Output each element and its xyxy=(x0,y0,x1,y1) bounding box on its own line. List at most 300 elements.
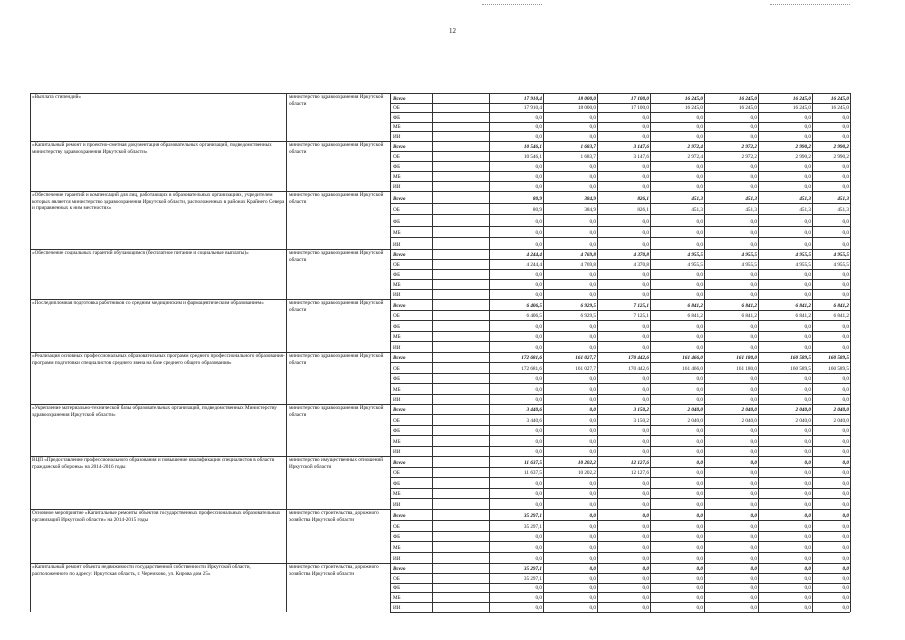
table-cell: 0,0 xyxy=(842,585,849,592)
table-cell: 0,0 xyxy=(750,272,757,278)
row-rule xyxy=(390,583,850,584)
table-cell: 0,0 xyxy=(589,417,596,424)
table-cell: 0,0 xyxy=(804,556,811,562)
table-cell: 0,0 xyxy=(696,124,703,131)
table-cell: 0,0 xyxy=(842,502,849,508)
table-cell: 2 990,2 xyxy=(833,154,849,160)
table-cell: 0,0 xyxy=(589,164,596,170)
table-cell: 0,0 xyxy=(696,114,703,121)
table-cell: 0,0 xyxy=(696,218,703,225)
table-cell: 0,0 xyxy=(535,230,542,237)
table-cell: 0,0 xyxy=(535,397,542,403)
row-label: ФБ xyxy=(393,585,401,592)
table-cell: 16 245,0 xyxy=(684,95,703,102)
row-label: Всего xyxy=(393,565,406,572)
table-cell: 161 180,0 xyxy=(736,355,757,362)
table-cell: 0,0 xyxy=(642,545,649,552)
row-label: ИИ xyxy=(393,605,401,611)
block-org: министерство имущественных отношений Иркутской области xyxy=(289,457,384,470)
block-name: «Последипломная подготовка работников со средним медицинским и фармацевтическим образованием» xyxy=(32,300,264,306)
column-rule xyxy=(704,93,705,612)
row-rule xyxy=(390,541,850,542)
table-cell: 0,0 xyxy=(589,386,596,393)
table-cell: 7 125,1 xyxy=(633,313,649,320)
row-label: ОБ xyxy=(393,417,400,424)
table-cell: 0,0 xyxy=(535,449,542,455)
block-top-rule xyxy=(30,93,850,94)
block-top-rule xyxy=(30,404,850,405)
table-cell: 4 769,8 xyxy=(580,252,596,258)
row-label: ОБ xyxy=(393,470,400,477)
table-cell: 0,0 xyxy=(696,323,703,330)
table-cell: 0,0 xyxy=(589,480,596,487)
row-rule xyxy=(390,520,850,521)
row-rule xyxy=(390,425,850,426)
row-label: МБ xyxy=(393,545,401,552)
table-cell: 0,0 xyxy=(842,512,849,519)
table-cell: 6 841,2 xyxy=(741,302,757,309)
row-label: ИИ xyxy=(393,134,401,140)
block-org: министерство здравоохранения Иркутской области xyxy=(289,250,384,263)
table-cell: 0,0 xyxy=(804,459,811,466)
table-cell: 1 683,7 xyxy=(580,144,596,150)
table-cell: 172 681,6 xyxy=(521,365,542,372)
table-cell: 0,0 xyxy=(804,242,811,248)
table-cell: 0,0 xyxy=(804,134,811,140)
table-cell: 16 245,0 xyxy=(792,95,811,102)
table-cell: 0,0 xyxy=(750,242,757,248)
row-label: ИИ xyxy=(393,345,401,351)
table-cell: 0,0 xyxy=(696,605,703,611)
table-cell: 16 245,0 xyxy=(738,105,757,112)
column-rule xyxy=(850,93,851,612)
row-rule xyxy=(390,269,850,270)
block-top-rule xyxy=(30,456,850,457)
table-cell: 0,0 xyxy=(804,470,811,477)
block-name: «Капитальный ремонт и проектно-сметная документация образовательных организаций, подведомственных министерству здравоохранения Иркутской области» xyxy=(32,142,272,155)
row-rule xyxy=(390,573,850,574)
table-cell: 161 180,0 xyxy=(736,365,757,372)
table-cell: 0,0 xyxy=(642,164,649,170)
row-label: ФБ xyxy=(393,272,401,278)
table-cell: 0,0 xyxy=(535,556,542,562)
row-label: ФБ xyxy=(393,480,401,487)
table-cell: 0,0 xyxy=(842,218,849,225)
row-label: ОБ xyxy=(393,154,400,160)
table-cell: 0,0 xyxy=(696,184,703,190)
table-cell: 4 244,4 xyxy=(526,262,542,268)
table-cell: 17 910,4 xyxy=(523,95,542,102)
table-cell: 6 929,5 xyxy=(580,313,596,320)
table-cell: 0,0 xyxy=(804,534,811,541)
column-rule xyxy=(432,93,433,612)
table-cell: 0,0 xyxy=(696,386,703,393)
table-cell: 16 245,0 xyxy=(792,105,811,112)
table-cell: 0,0 xyxy=(696,242,703,248)
table-cell: 0,0 xyxy=(804,605,811,611)
block-org: министерство здравоохранения Иркутской области xyxy=(289,353,384,366)
table-cell: 0,0 xyxy=(696,174,703,180)
table-cell: 0,0 xyxy=(750,585,757,592)
table-cell: 0,0 xyxy=(535,124,542,131)
table-cell: 0,0 xyxy=(589,605,596,611)
table-cell: 0,0 xyxy=(589,491,596,498)
table-cell: 3 147,6 xyxy=(633,144,649,150)
table-cell: 0,0 xyxy=(842,545,849,552)
table-cell: 16 245,0 xyxy=(830,95,849,102)
table-cell: 0,0 xyxy=(804,184,811,190)
table-cell: 0,0 xyxy=(589,575,596,582)
row-rule xyxy=(390,331,850,332)
table-cell: 0,0 xyxy=(642,397,649,403)
table-cell: 0,0 xyxy=(696,534,703,541)
table-cell: 2 040,0 xyxy=(741,417,757,424)
table-cell: 4 955,5 xyxy=(741,262,757,268)
row-rule xyxy=(390,122,850,123)
table-cell: 0,0 xyxy=(804,376,811,383)
table-cell: 0,0 xyxy=(589,502,596,508)
table-cell: 6 841,2 xyxy=(833,302,849,309)
table-cell: 0,0 xyxy=(642,230,649,237)
column-rule xyxy=(286,93,287,612)
row-label: ОБ xyxy=(393,105,400,112)
table-cell: 0,0 xyxy=(642,438,649,445)
table-cell: 16 245,0 xyxy=(738,95,757,102)
table-cell: 0,0 xyxy=(642,534,649,541)
column-rule xyxy=(390,93,391,612)
table-cell: 0,0 xyxy=(750,480,757,487)
row-label: ФБ xyxy=(393,164,401,170)
table-cell: 826,1 xyxy=(637,195,649,202)
table-cell: 0,0 xyxy=(642,595,649,602)
table-cell: 0,0 xyxy=(696,491,703,498)
row-rule xyxy=(390,467,850,468)
table-cell: 4 769,8 xyxy=(580,262,596,268)
table-cell: 35 297,1 xyxy=(523,512,542,519)
table-cell: 6 841,2 xyxy=(687,313,703,320)
table-cell: 0,0 xyxy=(696,345,703,351)
table-cell: 0,0 xyxy=(750,345,757,351)
table-cell: 0,0 xyxy=(696,397,703,403)
table-cell: 0,0 xyxy=(535,174,542,180)
row-label: ОБ xyxy=(393,207,400,214)
table-cell: 0,0 xyxy=(842,282,849,288)
table-cell: 0,0 xyxy=(535,438,542,445)
table-cell: 0,0 xyxy=(642,556,649,562)
table-cell: 170 442,6 xyxy=(628,355,649,362)
table-cell: 0,0 xyxy=(642,334,649,341)
block-name: «Укрепление материально-технической базы образовательных организаций, подведомственных Министерству здравоохранения Иркутской области» xyxy=(32,405,277,418)
column-rule xyxy=(758,93,759,612)
table-cell: 0,0 xyxy=(642,184,649,190)
table-cell: 0,0 xyxy=(696,134,703,140)
table-cell: 0,0 xyxy=(642,282,649,288)
table-cell: 0,0 xyxy=(750,164,757,170)
block-org: министерство здравоохранения Иркутской области xyxy=(289,94,384,107)
row-label: ФБ xyxy=(393,534,401,541)
row-rule xyxy=(390,237,850,238)
table-bottom-rule xyxy=(390,612,850,613)
table-cell: 2 040,0 xyxy=(833,407,849,414)
row-label: ОБ xyxy=(393,523,400,530)
table-cell: 451,3 xyxy=(837,195,849,202)
table-cell: 0,0 xyxy=(589,334,596,341)
block-name: «Реализация основных профессиональных образовательных программ среднего профессионального образования- программ подготовки специалистов среднего звена на базе среднего общего образования» xyxy=(32,353,285,366)
block-top-rule xyxy=(30,249,850,250)
table-cell: 160 589,5 xyxy=(790,365,811,372)
table-cell: 0,0 xyxy=(842,470,849,477)
row-rule xyxy=(390,214,850,215)
table-cell: 0,0 xyxy=(589,595,596,602)
table-cell: 0,0 xyxy=(696,512,703,519)
table-cell: 0,0 xyxy=(535,605,542,611)
table-cell: 0,0 xyxy=(589,230,596,237)
table-cell: 0,0 xyxy=(804,545,811,552)
row-rule xyxy=(390,259,850,260)
table-cell: 0,0 xyxy=(589,323,596,330)
table-cell: 0,0 xyxy=(642,605,649,611)
table-cell: 0,0 xyxy=(750,124,757,131)
table-cell: 0,0 xyxy=(750,397,757,403)
table-cell: 0,0 xyxy=(842,323,849,330)
row-label: МБ xyxy=(393,491,401,498)
table-cell: 0,0 xyxy=(842,376,849,383)
table-cell: 2 990,2 xyxy=(833,144,849,150)
row-rule xyxy=(390,161,850,162)
table-cell: 0,0 xyxy=(696,459,703,466)
table-cell: 161 466,0 xyxy=(682,355,703,362)
table-cell: 0,0 xyxy=(750,376,757,383)
row-label: ИИ xyxy=(393,292,401,298)
table-cell: 0,0 xyxy=(842,134,849,140)
table-cell: 6 841,2 xyxy=(795,313,811,320)
table-cell: 0,0 xyxy=(804,480,811,487)
table-cell: 3 150,2 xyxy=(633,417,649,424)
table-cell: 0,0 xyxy=(842,556,849,562)
table-cell: 0,0 xyxy=(589,292,596,298)
table-cell: 826,1 xyxy=(637,207,649,214)
table-cell: 0,0 xyxy=(804,174,811,180)
table-cell: 0,0 xyxy=(696,565,703,572)
block-top-rule xyxy=(30,141,850,142)
column-rule xyxy=(489,93,490,612)
table-cell: 2 040,0 xyxy=(795,407,811,414)
table-cell: 35 297,1 xyxy=(523,565,542,572)
table-cell: 0,0 xyxy=(642,323,649,330)
table-cell: 18 000,0 xyxy=(577,95,596,102)
top-dotted-line xyxy=(482,4,542,5)
table-cell: 0,0 xyxy=(589,282,596,288)
table-cell: 384,9 xyxy=(584,207,596,214)
table-cell: 0,0 xyxy=(750,523,757,530)
row-label: ИИ xyxy=(393,502,401,508)
table-cell: 0,0 xyxy=(535,480,542,487)
table-cell: 4 955,5 xyxy=(795,262,811,268)
table-cell: 0,0 xyxy=(642,345,649,351)
table-cell: 0,0 xyxy=(750,545,757,552)
row-label: Всего xyxy=(393,195,406,202)
table-cell: 0,0 xyxy=(804,595,811,602)
table-cell: 2 990,2 xyxy=(795,154,811,160)
table-cell: 0,0 xyxy=(535,114,542,121)
table-cell: 4 370,8 xyxy=(633,252,649,258)
table-cell: 0,0 xyxy=(589,184,596,190)
table-cell: 6 929,5 xyxy=(580,302,596,309)
table-cell: 0,0 xyxy=(535,242,542,248)
row-rule xyxy=(390,320,850,321)
row-label: МБ xyxy=(393,595,401,602)
table-cell: 0,0 xyxy=(696,595,703,602)
row-label: ФБ xyxy=(393,323,401,330)
row-rule xyxy=(390,488,850,489)
table-cell: 0,0 xyxy=(842,438,849,445)
table-cell: 35 297,1 xyxy=(523,523,542,530)
table-cell: 0,0 xyxy=(589,565,596,572)
row-label: Всего xyxy=(393,95,406,102)
table-cell: 0,0 xyxy=(642,114,649,121)
row-rule xyxy=(390,362,850,363)
table-cell: 0,0 xyxy=(589,556,596,562)
table-cell: 160 589,5 xyxy=(828,365,849,372)
table-cell: 0,0 xyxy=(842,334,849,341)
row-label: ФБ xyxy=(393,218,401,225)
table-cell: 2 972,2 xyxy=(741,144,757,150)
row-label: ФБ xyxy=(393,376,401,383)
table-cell: 0,0 xyxy=(842,184,849,190)
table-cell: 2 040,0 xyxy=(687,417,703,424)
table-cell: 0,0 xyxy=(804,124,811,131)
row-rule xyxy=(390,592,850,593)
table-cell: 0,0 xyxy=(804,323,811,330)
table-cell: 0,0 xyxy=(642,272,649,278)
row-rule xyxy=(390,151,850,152)
row-rule xyxy=(390,446,850,447)
table-cell: 0,0 xyxy=(804,585,811,592)
table-cell: 4 955,5 xyxy=(833,252,849,258)
block-name: «Капитальный ремонт объекта недвижимости государственной собственности Иркутской области, расположенного по адресу: Иркутская область, г. Черемхово, ул. Кирова дом 25» xyxy=(32,564,251,577)
table-cell: 10 202,2 xyxy=(577,470,596,477)
table-cell: 10 546,1 xyxy=(523,154,542,160)
table-cell: 0,0 xyxy=(804,282,811,288)
table-cell: 0,0 xyxy=(804,491,811,498)
block-top-rule xyxy=(30,509,850,510)
table-cell: 2 040,0 xyxy=(687,407,703,414)
row-rule xyxy=(390,435,850,436)
table-cell: 0,0 xyxy=(696,164,703,170)
table-cell: 0,0 xyxy=(535,134,542,140)
table-cell: 0,0 xyxy=(642,523,649,530)
table-cell: 2 040,0 xyxy=(741,407,757,414)
table-cell: 2 972,4 xyxy=(687,154,703,160)
row-rule xyxy=(390,131,850,132)
table-cell: 0,0 xyxy=(589,345,596,351)
table-cell: 4 955,5 xyxy=(833,262,849,268)
table-cell: 451,3 xyxy=(691,195,703,202)
table-cell: 160 589,5 xyxy=(828,355,849,362)
table-cell: 10 202,2 xyxy=(577,459,596,466)
table-cell: 0,0 xyxy=(589,438,596,445)
table-cell: 0,0 xyxy=(750,334,757,341)
row-rule xyxy=(390,414,850,415)
row-rule xyxy=(390,602,850,603)
table-cell: 1 683,7 xyxy=(580,154,596,160)
table-cell: 16 245,0 xyxy=(684,105,703,112)
table-cell: 0,0 xyxy=(750,282,757,288)
row-label: Всего xyxy=(393,355,406,362)
table-cell: 4 955,5 xyxy=(795,252,811,258)
table-cell: 10 546,1 xyxy=(523,144,542,150)
row-rule xyxy=(390,341,850,342)
table-cell: 0,0 xyxy=(804,345,811,351)
table-cell: 0,0 xyxy=(842,124,849,131)
table-cell: 0,0 xyxy=(804,512,811,519)
table-cell: 0,0 xyxy=(750,449,757,455)
table-cell: 0,0 xyxy=(842,272,849,278)
table-cell: 16 245,0 xyxy=(830,105,849,112)
top-dotted-line-right xyxy=(770,4,850,5)
table-cell: 17 910,4 xyxy=(523,105,542,112)
table-cell: 0,0 xyxy=(842,174,849,180)
block-top-rule xyxy=(30,352,850,353)
table-cell: 0,0 xyxy=(842,428,849,435)
table-cell: 0,0 xyxy=(642,449,649,455)
table-cell: 3 440,6 xyxy=(526,417,542,424)
row-rule xyxy=(390,181,850,182)
table-cell: 0,0 xyxy=(804,502,811,508)
row-label: МБ xyxy=(393,174,401,180)
table-cell: 0,0 xyxy=(535,345,542,351)
row-label: Всего xyxy=(393,459,406,466)
row-rule xyxy=(390,226,850,227)
table-cell: 0,0 xyxy=(842,595,849,602)
table-cell: 0,0 xyxy=(589,114,596,121)
table-cell: 0,0 xyxy=(642,428,649,435)
table-cell: 0,0 xyxy=(750,512,757,519)
table-cell: 0,0 xyxy=(750,502,757,508)
table-cell: 0,0 xyxy=(842,242,849,248)
row-rule xyxy=(390,289,850,290)
table-cell: 0,0 xyxy=(750,184,757,190)
table-cell: 172 681,6 xyxy=(521,355,542,362)
table-cell: 161 027,7 xyxy=(575,365,596,372)
table-cell: 0,0 xyxy=(589,174,596,180)
table-cell: 0,0 xyxy=(696,502,703,508)
row-label: ОБ xyxy=(393,313,400,320)
table-cell: 0,0 xyxy=(804,334,811,341)
table-cell: 0,0 xyxy=(589,397,596,403)
table-cell: 0,0 xyxy=(535,595,542,602)
row-label: ОБ xyxy=(393,575,400,582)
table-cell: 0,0 xyxy=(535,164,542,170)
table-cell: 0,0 xyxy=(589,272,596,278)
table-cell: 0,0 xyxy=(842,565,849,572)
table-cell: 0,0 xyxy=(804,397,811,403)
table-cell: 451,3 xyxy=(745,207,757,214)
table-cell: 0,0 xyxy=(750,218,757,225)
table-cell: 0,0 xyxy=(804,575,811,582)
table-cell: 0,0 xyxy=(696,272,703,278)
table-cell: 0,0 xyxy=(589,218,596,225)
table-cell: 18 000,0 xyxy=(577,105,596,112)
table-cell: 451,3 xyxy=(799,207,811,214)
table-cell: 0,0 xyxy=(696,428,703,435)
table-cell: 0,0 xyxy=(642,292,649,298)
row-label: ОБ xyxy=(393,262,400,268)
table-cell: 80,9 xyxy=(532,195,542,202)
table-cell: 6 406,5 xyxy=(526,302,542,309)
table-cell: 0,0 xyxy=(842,534,849,541)
table-cell: 6 841,2 xyxy=(687,302,703,309)
